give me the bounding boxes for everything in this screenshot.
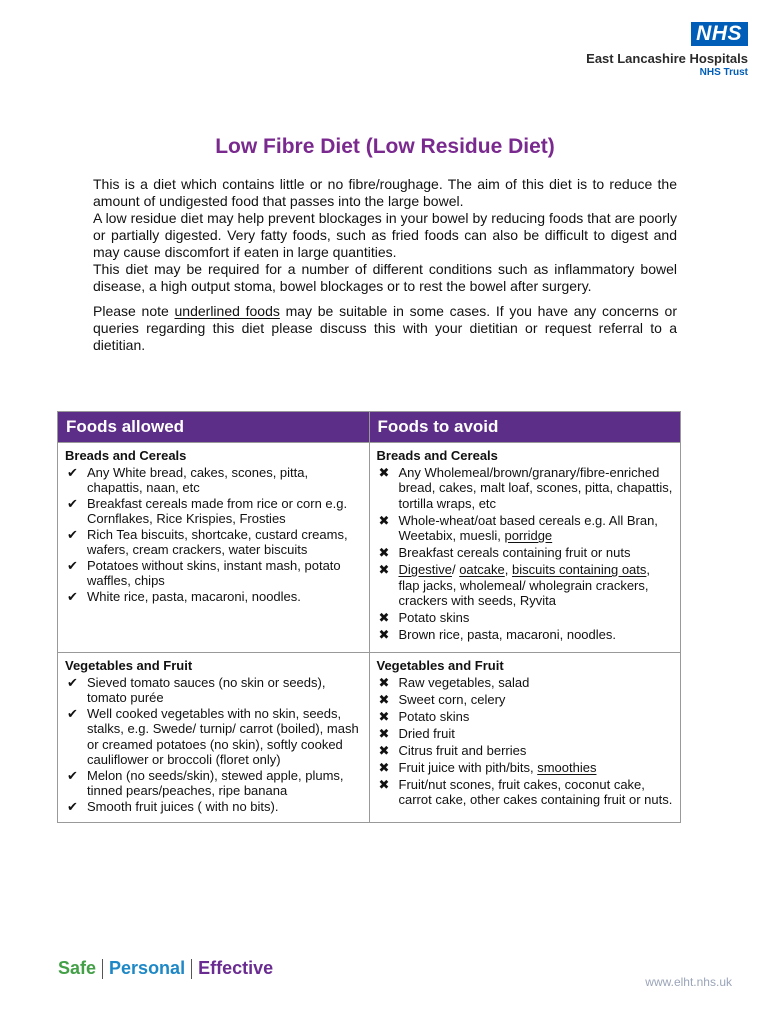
note-text-end: may be suitable in some cases. If you have any concerns or queries regarding this diet please discuss this with your dietitian or request referral to a dietitian. [93, 303, 677, 353]
list-item [377, 709, 674, 725]
list-item [65, 465, 362, 496]
intro-paragraph-1: This is a diet which contains little or no fibre/roughage. The aim of this diet is to reduce the amount of undigested food that passes into the large bowel. [93, 176, 677, 209]
cell-allowed-breads [58, 443, 370, 653]
item-text: Whole-wheat/oat based cereals e.g. All Bran, Weetabix, muesli, [398, 512, 658, 543]
section-title: Breads and Cereals [65, 448, 187, 463]
item-text: Potato skins [398, 610, 470, 625]
item-text: Raw vegetables, salad [398, 674, 530, 690]
table-row-veg [58, 653, 681, 823]
brand-divider [102, 959, 103, 979]
check-icon: ✔ [67, 674, 78, 690]
check-icon: ✔ [67, 798, 78, 814]
item-text: Fruit juice with pith/bits, [398, 759, 538, 775]
list-item [377, 726, 674, 742]
cross-icon: ✖ [378, 627, 390, 642]
avoid-breads-list [377, 465, 674, 643]
footer-url: www.elht.nhs.uk [645, 975, 732, 989]
list-item [377, 777, 674, 808]
list-item [377, 627, 674, 643]
item-text: , [504, 562, 512, 577]
list-item [65, 768, 362, 799]
cross-icon: ✖ [378, 759, 390, 775]
cross-icon: ✖ [378, 610, 390, 625]
cross-icon: ✖ [378, 674, 390, 690]
brand-divider [191, 959, 192, 979]
cell-avoid-veg [369, 653, 681, 823]
trust-subtitle: NHS Trust [699, 67, 748, 78]
cross-icon: ✖ [378, 464, 390, 480]
item-text: Citrus fruit and berries [398, 742, 527, 758]
list-item [377, 465, 674, 512]
section-title: Breads and Cereals [376, 448, 498, 463]
allowed-breads-list [65, 465, 362, 605]
cross-icon: ✖ [378, 545, 390, 560]
item-text: Melon (no seeds/skin), stewed apple, plums, tinned pears/peaches, ripe banana [87, 767, 344, 798]
item-text: Dried fruit [398, 725, 455, 741]
list-item [65, 558, 362, 589]
check-icon: ✔ [67, 526, 78, 542]
intro-note [93, 303, 677, 354]
intro-text [93, 176, 677, 354]
foods-table [57, 411, 681, 823]
cross-icon: ✖ [378, 512, 390, 528]
cross-icon: ✖ [378, 725, 390, 741]
item-text: Potatoes without skins, instant mash, potato waffles, chips [87, 557, 341, 588]
cross-icon: ✖ [378, 708, 390, 724]
list-item [377, 545, 674, 561]
item-underlined: porridge [504, 528, 553, 543]
allowed-veg-list [65, 675, 362, 815]
section-title: Vegetables and Fruit [65, 658, 193, 673]
brand-safe: Safe [58, 958, 97, 978]
item-text: Any Wholemeal/brown/granary/fibre-enriched bread, cakes, malt loaf, scones, pitta, chapattis, tortilla wraps, etc [398, 464, 673, 511]
item-text: Sweet corn, celery [398, 691, 506, 707]
item-underlined: smoothies [537, 759, 597, 775]
list-item [65, 675, 362, 706]
header-foods-avoid: Foods to avoid [369, 412, 681, 443]
list-item [377, 692, 674, 708]
cross-icon: ✖ [378, 776, 390, 792]
item-text: Brown rice, pasta, macaroni, noodles. [398, 627, 616, 642]
item-underlined: biscuits containing oats [511, 562, 647, 577]
item-text: / [451, 562, 460, 577]
page-title: Low Fibre Diet (Low Residue Diet) [215, 135, 555, 158]
check-icon: ✔ [67, 557, 78, 573]
check-icon: ✔ [67, 705, 78, 721]
brand-personal: Personal [109, 958, 186, 978]
list-item [65, 527, 362, 558]
note-underlined: underlined foods [174, 303, 280, 319]
section-title: Vegetables and Fruit [376, 658, 504, 673]
cross-icon: ✖ [378, 742, 390, 758]
item-underlined: Digestive [398, 562, 452, 577]
list-item [65, 589, 362, 605]
brand-effective: Effective [198, 958, 274, 978]
item-text: Fruit/nut scones, fruit cakes, coconut cake, carrot cake, other cakes containing fruit or nuts. [398, 776, 673, 807]
note-text: Please note [93, 303, 175, 319]
cell-allowed-veg [58, 653, 370, 823]
table-header-row [58, 412, 681, 443]
check-icon: ✔ [67, 767, 78, 783]
item-underlined: oatcake [459, 562, 505, 577]
cell-avoid-breads [369, 443, 681, 653]
avoid-veg-list [377, 675, 674, 808]
check-icon: ✔ [67, 588, 78, 604]
item-text: Rich Tea biscuits, shortcake, custard creams, wafers, cream crackers, water biscuits [87, 526, 348, 557]
nhs-logo: NHS [691, 22, 748, 46]
trust-name: East Lancashire Hospitals [586, 51, 748, 66]
intro-paragraph-2: A low residue diet may help prevent blockages in your bowel by reducing foods that are poorly or partially digested. Very fatty foods, such as fried foods can also be difficult to digest and may cause discomfort if eaten in large quantities. [93, 210, 677, 260]
list-item [377, 675, 674, 691]
item-text: Any White bread, cakes, scones, pitta, chapattis, naan, etc [87, 464, 309, 495]
header-foods-allowed: Foods allowed [58, 412, 370, 443]
footer-brand [58, 958, 273, 979]
trust-logo-block [586, 22, 748, 78]
item-text: White rice, pasta, macaroni, noodles. [87, 588, 301, 604]
cross-icon: ✖ [378, 562, 390, 577]
item-text: Sieved tomato sauces (no skin or seeds), tomato purée [87, 674, 326, 705]
item-text: Breakfast cereals containing fruit or nuts [398, 545, 631, 560]
item-text: Smooth fruit juices ( with no bits). [87, 798, 279, 814]
list-item [65, 799, 362, 815]
list-item [377, 562, 674, 609]
table-row-breads [58, 443, 681, 653]
item-text: Potato skins [398, 708, 470, 724]
item-text: , flap jacks, wholemeal/ wholegrain crackers, crackers with seeds, Ryvita [398, 562, 651, 608]
intro-paragraph-3: This diet may be required for a number of different conditions such as inflammatory bowel disease, a high output stoma, bowel blockages or to rest the bowel after surgery. [93, 261, 677, 294]
item-text: Breakfast cereals made from rice or corn e.g. Cornflakes, Rice Krispies, Frosties [87, 495, 348, 526]
list-item [377, 760, 674, 776]
check-icon: ✔ [67, 464, 78, 480]
list-item [377, 743, 674, 759]
cross-icon: ✖ [378, 691, 390, 707]
check-icon: ✔ [67, 495, 78, 511]
list-item [65, 496, 362, 527]
list-item [65, 706, 362, 768]
list-item [377, 513, 674, 544]
item-text: Well cooked vegetables with no skin, seeds, stalks, e.g. Swede/ turnip/ carrot (boiled), mash or creamed potatoes (no skin), softly cooked cauliflower or broccoli (floret only) [87, 705, 359, 767]
list-item [377, 610, 674, 626]
